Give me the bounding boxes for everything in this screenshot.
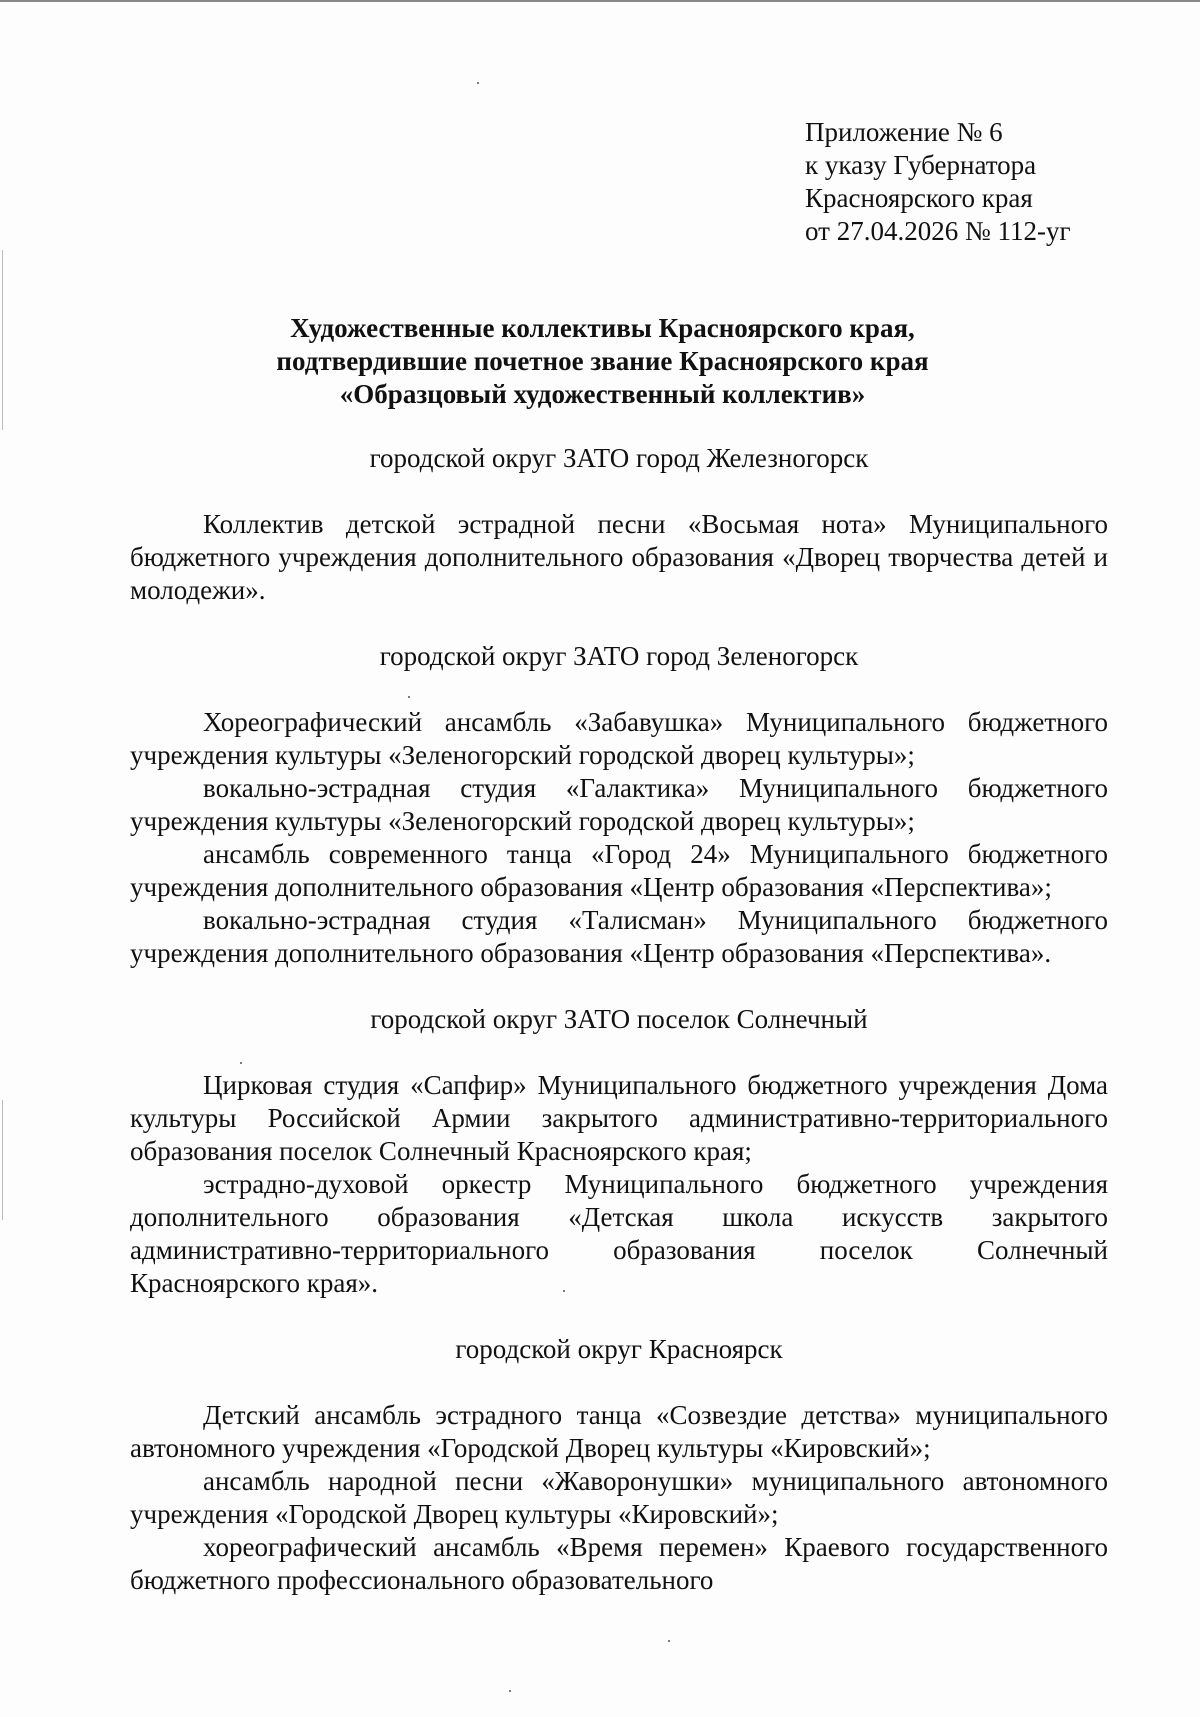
document-title (130, 312, 1075, 411)
document-body (130, 442, 1108, 1597)
collective-item: Детский ансамбль эстрадного танца «Созвездие детства» муниципального автономного учреждения «Городской Дворец культуры «Кировский»; (130, 1400, 1108, 1463)
scan-speck (477, 82, 479, 84)
scan-top-edge (0, 0, 1200, 2)
collective-item: вокально-эстрадная студия «Галактика» Муниципального бюджетного учреждения культуры «Зеленогорский городской дворец культуры»; (130, 773, 1108, 836)
scan-speck (509, 1690, 511, 1692)
title-line: «Образцовый художественный коллектив» (339, 379, 866, 409)
collective-item: эстрадно-духовой оркестр Муниципального бюджетного учреждения дополнительного образования «Детская школа искусств закрытого административно-территориального образования поселок Солнечный Красноярского края». (130, 1169, 1108, 1298)
collective-item: Коллектив детской эстрадной песни «Восьмая нота» Муниципального бюджетного учреждения дополнительного образования «Дворец творчества детей и молодежи». (130, 509, 1108, 605)
collective-item: ансамбль современного танца «Город 24» Муниципального бюджетного учреждения дополнительного образования «Центр образования «Перспектива»; (130, 839, 1108, 902)
collective-item: Цирковая студия «Сапфир» Муниципального бюджетного учреждения Дома культуры Российской Армии закрытого административно-территориального образования поселок Солнечный Красноярского края; (130, 1070, 1108, 1166)
appendix-line: к указу Губернатора (805, 150, 1037, 180)
collective-item: вокально-эстрадная студия «Талисман» Муниципального бюджетного учреждения дополнительного образования «Центр образования «Перспектива». (130, 905, 1108, 968)
collective-item: Хореографический ансамбль «Забавушка» Муниципального бюджетного учреждения культуры «Зеленогорский городской дворец культуры»; (130, 707, 1108, 770)
appendix-line: от 27.04.2026 № 112-уг (805, 216, 1071, 246)
appendix-line: Красноярского края (805, 183, 1033, 213)
collective-item: хореографический ансамбль «Время перемен» Краевого государственного бюджетного профессионального образовательного (130, 1532, 1108, 1595)
district-heading: городской округ ЗАТО поселок Солнечный (370, 1004, 868, 1034)
scan-left-edge (2, 250, 3, 430)
title-line: подтвердившие почетное звание Красноярского края (276, 346, 929, 376)
appendix-block (805, 116, 1071, 248)
district-heading: городской округ Красноярск (455, 1334, 783, 1364)
district-heading: городской округ ЗАТО город Железногорск (369, 443, 869, 473)
title-line: Художественные коллективы Красноярского края, (290, 313, 915, 343)
district-heading: городской округ ЗАТО город Зеленогорск (379, 641, 859, 671)
collective-item: ансамбль народной песни «Жаворонушки» муниципального автономного учреждения «Городской Дворец культуры «Кировский»; (130, 1466, 1108, 1529)
appendix-line: Приложение № 6 (805, 117, 1003, 147)
scan-speck (668, 1640, 670, 1642)
scan-left-edge-lower (2, 1100, 3, 1220)
